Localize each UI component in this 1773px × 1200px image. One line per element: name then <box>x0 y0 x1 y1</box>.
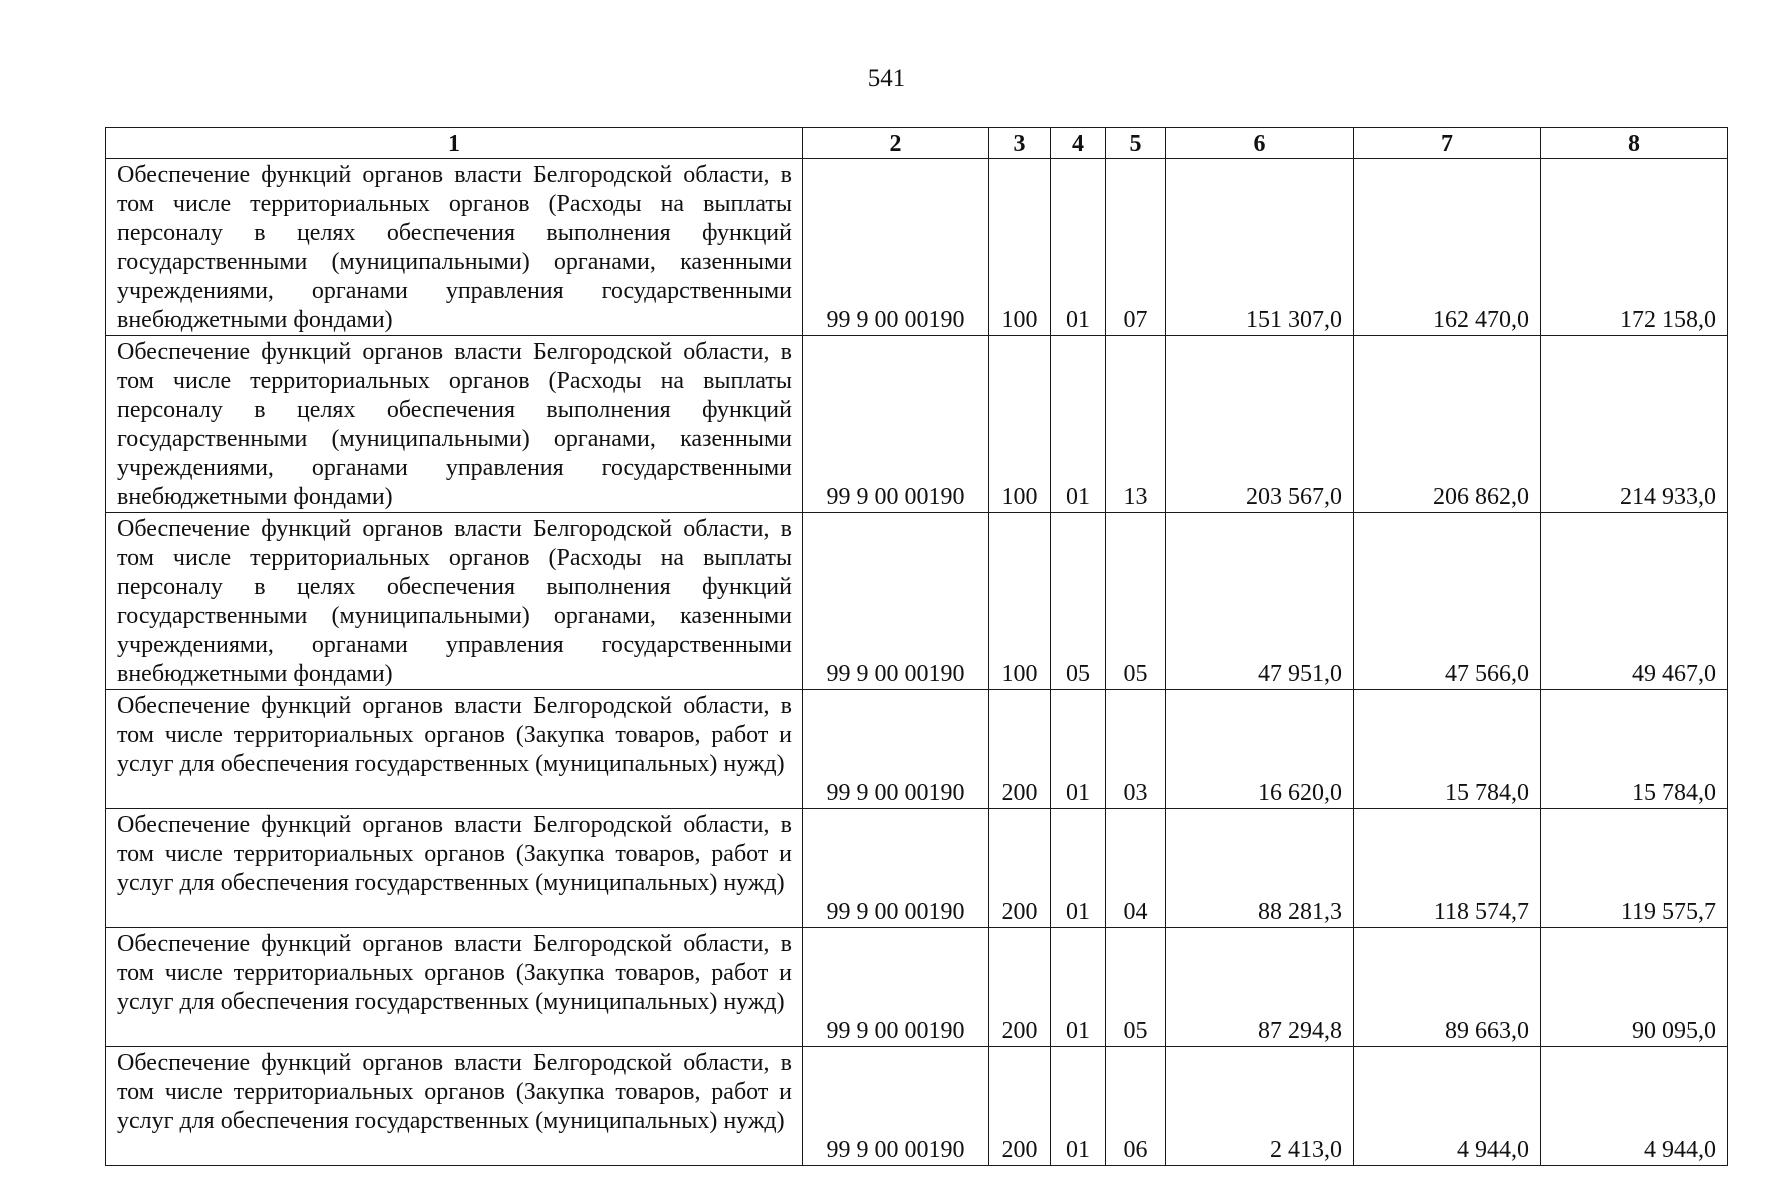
row-subsection: 03 <box>1106 690 1166 809</box>
row-target-code: 99 9 00 00190 <box>803 1047 989 1166</box>
row-description: Обеспечение функций органов власти Белгородской области, в том числе территориальных органов (Расходы на выплаты персоналу в целях обеспечения выполнения функций государственными (муниципальными) органами, казенными учреждениями, органами управления государственными внебюджетными фондами) <box>106 336 803 513</box>
row-expense-type: 200 <box>989 690 1051 809</box>
row-subsection: 04 <box>1106 809 1166 928</box>
row-subsection: 06 <box>1106 1047 1166 1166</box>
table-row <box>106 159 1728 336</box>
row-description: Обеспечение функций органов власти Белгородской области, в том числе территориальных органов (Закупка товаров, работ и услуг для обеспечения государственных (муниципальных) нужд) <box>106 928 803 1047</box>
row-section: 01 <box>1051 336 1106 513</box>
row-target-code: 99 9 00 00190 <box>803 928 989 1047</box>
row-amount-col7: 15 784,0 <box>1354 690 1541 809</box>
header-cell: 8 <box>1541 128 1728 159</box>
row-amount-col8: 49 467,0 <box>1541 513 1728 690</box>
table-row <box>106 1047 1728 1166</box>
row-description: Обеспечение функций органов власти Белгородской области, в том числе территориальных органов (Закупка товаров, работ и услуг для обеспечения государственных (муниципальных) нужд) <box>106 690 803 809</box>
row-expense-type: 200 <box>989 1047 1051 1166</box>
row-expense-type: 100 <box>989 336 1051 513</box>
row-target-code: 99 9 00 00190 <box>803 809 989 928</box>
row-amount-col7: 4 944,0 <box>1354 1047 1541 1166</box>
row-amount-col7: 118 574,7 <box>1354 809 1541 928</box>
row-amount-col6: 203 567,0 <box>1166 336 1354 513</box>
row-description: Обеспечение функций органов власти Белгородской области, в том числе территориальных органов (Закупка товаров, работ и услуг для обеспечения государственных (муниципальных) нужд) <box>106 1047 803 1166</box>
table-row <box>106 690 1728 809</box>
header-cell: 7 <box>1354 128 1541 159</box>
header-cell: 6 <box>1166 128 1354 159</box>
row-expense-type: 200 <box>989 928 1051 1047</box>
row-amount-col8: 119 575,7 <box>1541 809 1728 928</box>
row-amount-col6: 47 951,0 <box>1166 513 1354 690</box>
table-row <box>106 336 1728 513</box>
table-row <box>106 928 1728 1047</box>
row-section: 01 <box>1051 690 1106 809</box>
table-row <box>106 809 1728 928</box>
row-amount-col6: 2 413,0 <box>1166 1047 1354 1166</box>
row-target-code: 99 9 00 00190 <box>803 336 989 513</box>
row-description: Обеспечение функций органов власти Белгородской области, в том числе территориальных органов (Закупка товаров, работ и услуг для обеспечения государственных (муниципальных) нужд) <box>106 809 803 928</box>
budget-table <box>105 127 1728 1166</box>
header-row <box>106 128 1728 159</box>
row-amount-col8: 90 095,0 <box>1541 928 1728 1047</box>
header-cell: 3 <box>989 128 1051 159</box>
row-section: 01 <box>1051 1047 1106 1166</box>
row-expense-type: 100 <box>989 159 1051 336</box>
header-cell: 1 <box>106 128 803 159</box>
row-section: 01 <box>1051 159 1106 336</box>
row-amount-col8: 214 933,0 <box>1541 336 1728 513</box>
row-amount-col7: 206 862,0 <box>1354 336 1541 513</box>
row-expense-type: 200 <box>989 809 1051 928</box>
row-section: 05 <box>1051 513 1106 690</box>
row-description: Обеспечение функций органов власти Белгородской области, в том числе территориальных органов (Расходы на выплаты персоналу в целях обеспечения выполнения функций государственными (муниципальными) органами, казенными учреждениями, органами управления государственными внебюджетными фондами) <box>106 159 803 336</box>
row-subsection: 07 <box>1106 159 1166 336</box>
header-cell: 5 <box>1106 128 1166 159</box>
row-section: 01 <box>1051 928 1106 1047</box>
row-target-code: 99 9 00 00190 <box>803 513 989 690</box>
row-amount-col8: 172 158,0 <box>1541 159 1728 336</box>
row-section: 01 <box>1051 809 1106 928</box>
row-amount-col8: 15 784,0 <box>1541 690 1728 809</box>
row-amount-col6: 87 294,8 <box>1166 928 1354 1047</box>
row-subsection: 05 <box>1106 928 1166 1047</box>
header-cell: 2 <box>803 128 989 159</box>
row-target-code: 99 9 00 00190 <box>803 690 989 809</box>
row-expense-type: 100 <box>989 513 1051 690</box>
row-amount-col7: 162 470,0 <box>1354 159 1541 336</box>
row-amount-col6: 16 620,0 <box>1166 690 1354 809</box>
row-subsection: 13 <box>1106 336 1166 513</box>
row-subsection: 05 <box>1106 513 1166 690</box>
row-amount-col6: 151 307,0 <box>1166 159 1354 336</box>
row-description: Обеспечение функций органов власти Белгородской области, в том числе территориальных органов (Расходы на выплаты персоналу в целях обеспечения выполнения функций государственными (муниципальными) органами, казенными учреждениями, органами управления государственными внебюджетными фондами) <box>106 513 803 690</box>
table-row <box>106 513 1728 690</box>
row-amount-col8: 4 944,0 <box>1541 1047 1728 1166</box>
header-cell: 4 <box>1051 128 1106 159</box>
row-amount-col7: 89 663,0 <box>1354 928 1541 1047</box>
row-amount-col6: 88 281,3 <box>1166 809 1354 928</box>
page-number: 541 <box>867 65 906 92</box>
row-amount-col7: 47 566,0 <box>1354 513 1541 690</box>
row-target-code: 99 9 00 00190 <box>803 159 989 336</box>
